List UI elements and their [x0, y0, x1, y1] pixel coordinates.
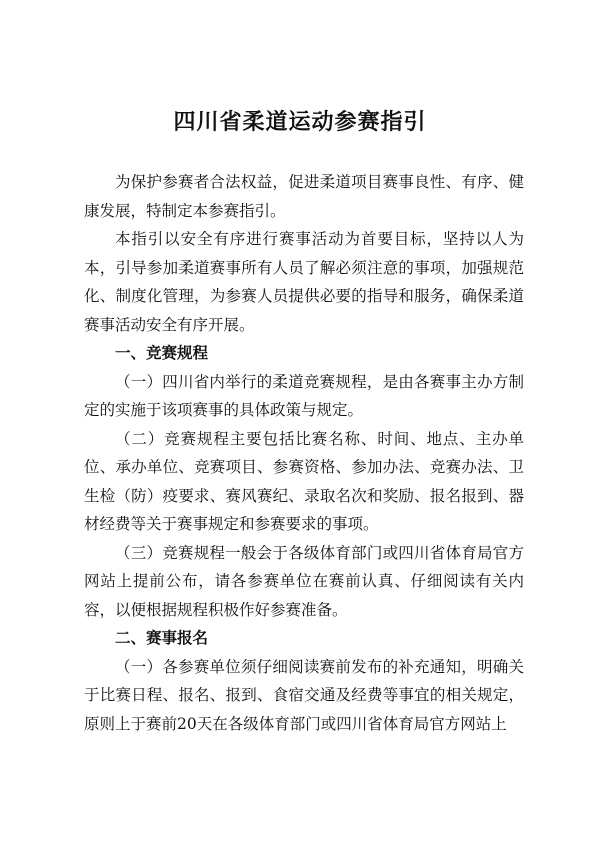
document-body [84, 168, 524, 738]
paragraph-intro-goal: 本指引以安全有序进行赛事活动为首要目标，坚持以人为本，引导参加柔道赛事所有人员了解必须注意的事项，加强规范化、制度化管理，为参赛人员提供必要的指导和服务，确保柔道赛事活动安全有序开展。 [84, 230, 524, 334]
section-heading-competition-rules: 一、竞赛规程 [115, 344, 209, 362]
paragraph-rules-3: （三）竞赛规程一般会于各级体育部门或四川省体育局官方网站上提前公布，请各参赛单位在赛前认真、仔细阅读有关内容，以便根据规程积极作好参赛准备。 [84, 543, 524, 619]
paragraph-registration-1: （一）各参赛单位须仔细阅读赛前发布的补充通知，明确关于比赛日程、报名、报到、食宿交通及经费等事宜的相关规定，原则上于赛前20天在各级体育部门或四川省体育局官方网站上 [84, 657, 524, 733]
paragraph-rules-2: （二）竞赛规程主要包括比赛名称、时间、地点、主办单位、承办单位、竞赛项目、参赛资格、参加办法、竞赛办法、卫生检（防）疫要求、赛风赛纪、录取名次和奖励、报名报到、器材经费等关于赛事规定和参赛要求的事项。 [84, 429, 524, 533]
paragraph-rules-1: （一）四川省内举行的柔道竞赛规程，是由各赛事主办方制定的实施于该项赛事的具体政策与规定。 [84, 372, 524, 419]
section-heading-registration: 二、赛事报名 [115, 629, 209, 647]
document-title: 四川省柔道运动参赛指引 [173, 110, 427, 135]
paragraph-intro-purpose: 为保护参赛者合法权益，促进柔道项目赛事良性、有序、健康发展，特制定本参赛指引。 [84, 173, 524, 220]
